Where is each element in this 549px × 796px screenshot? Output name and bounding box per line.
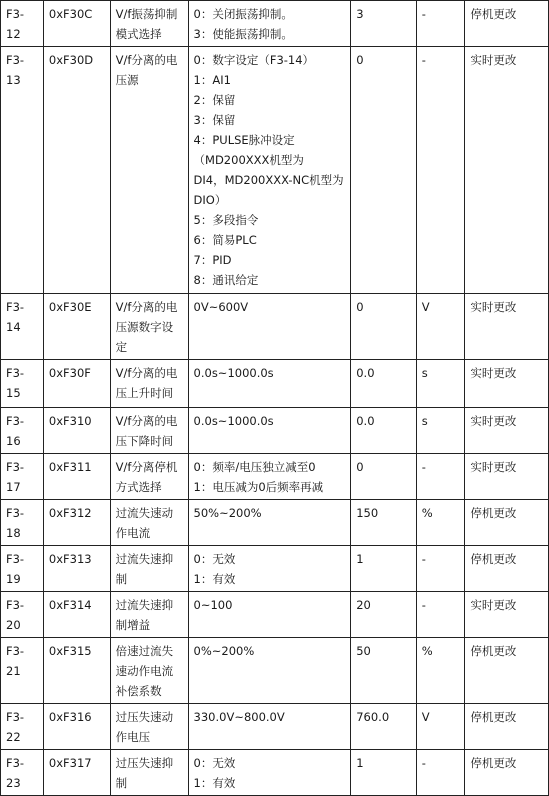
- range-line: 0~100: [193, 598, 233, 612]
- range-cell: [188, 500, 351, 546]
- address-cell: 0xF30E: [43, 294, 110, 360]
- unit-cell: s: [416, 360, 465, 408]
- name-line: 倍速过流失: [115, 644, 174, 658]
- table-row: [1, 750, 549, 796]
- name-cell: [110, 294, 188, 360]
- range-line: 1：有效: [193, 572, 236, 586]
- name-line: 压下降时间: [115, 434, 174, 448]
- range-cell: [188, 360, 351, 408]
- range-line: 1：有效: [193, 776, 236, 790]
- unit-cell: V: [416, 704, 465, 750]
- range-line: 0V~600V: [193, 300, 249, 314]
- default-cell: 3: [351, 1, 417, 47]
- name-line: 过压失速抑: [115, 756, 174, 770]
- unit-cell: -: [416, 592, 465, 638]
- range-cell: [188, 1, 351, 47]
- name-line: 补偿系数: [115, 684, 162, 698]
- name-line: 压源数字设: [115, 320, 174, 334]
- range-line: 6：简易PLC: [193, 233, 257, 247]
- range-line: 0.0s~1000.0s: [193, 414, 274, 428]
- range-line: 0：无效: [193, 756, 236, 770]
- change-cell: 停机更改: [465, 750, 549, 796]
- range-cell: [188, 704, 351, 750]
- table-row: [1, 546, 549, 592]
- address-cell: 0xF314: [43, 592, 110, 638]
- change-cell: 实时更改: [465, 360, 549, 408]
- range-cell: [188, 47, 351, 294]
- change-cell: 实时更改: [465, 294, 549, 360]
- range-cell: [188, 592, 351, 638]
- name-cell: [110, 47, 188, 294]
- name-cell: [110, 592, 188, 638]
- unit-cell: V: [416, 294, 465, 360]
- name-cell: [110, 408, 188, 454]
- change-cell: 停机更改: [465, 1, 549, 47]
- range-line: （MD200XXX机型为: [193, 153, 304, 167]
- parameter-table-body: [1, 1, 549, 796]
- unit-cell: %: [416, 500, 465, 546]
- change-cell: 停机更改: [465, 638, 549, 704]
- address-cell: 0xF316: [43, 704, 110, 750]
- code-cell: F3-18: [1, 500, 44, 546]
- table-row: [1, 294, 549, 360]
- range-cell: [188, 454, 351, 500]
- default-cell: 0: [351, 47, 417, 294]
- default-cell: 0: [351, 454, 417, 500]
- name-line: V/f分离的电: [115, 53, 178, 67]
- range-line: 0：数字设定（F3-14）: [193, 53, 315, 67]
- table-row: [1, 638, 549, 704]
- change-cell: 实时更改: [465, 47, 549, 294]
- address-cell: 0xF30D: [43, 47, 110, 294]
- range-line: 1：电压减为0后频率再减: [193, 480, 324, 494]
- name-line: 制: [115, 572, 128, 586]
- range-line: 7：PID: [193, 253, 232, 267]
- name-line: 方式选择: [115, 480, 162, 494]
- range-cell: [188, 546, 351, 592]
- default-cell: 1: [351, 546, 417, 592]
- range-cell: [188, 638, 351, 704]
- range-line: 8：通讯给定: [193, 273, 259, 287]
- name-line: 速动作电流: [115, 664, 174, 678]
- name-line: 过压失速动: [115, 710, 174, 724]
- address-cell: 0xF317: [43, 750, 110, 796]
- range-line: DIO）: [193, 193, 227, 207]
- name-cell: [110, 500, 188, 546]
- range-line: 330.0V~800.0V: [193, 710, 285, 724]
- range-line: 0：无效: [193, 552, 236, 566]
- table-row: [1, 592, 549, 638]
- name-line: 作电压: [115, 730, 151, 744]
- name-line: 过流失速动: [115, 506, 174, 520]
- code-cell: F3-17: [1, 454, 44, 500]
- range-line: 3：保留: [193, 113, 236, 127]
- default-cell: 0.0: [351, 360, 417, 408]
- range-line: 3：使能振荡抑制。: [193, 27, 293, 41]
- name-line: 制: [115, 776, 128, 790]
- change-cell: 实时更改: [465, 592, 549, 638]
- name-cell: [110, 454, 188, 500]
- range-line: 4：PULSE脉冲设定: [193, 133, 295, 147]
- code-cell: F3-12: [1, 1, 44, 47]
- table-row: [1, 47, 549, 294]
- change-cell: 实时更改: [465, 408, 549, 454]
- name-line: V/f振荡抑制: [115, 7, 178, 21]
- range-line: 2：保留: [193, 93, 236, 107]
- name-line: V/f分离的电: [115, 300, 178, 314]
- default-cell: 0: [351, 294, 417, 360]
- address-cell: 0xF312: [43, 500, 110, 546]
- address-cell: 0xF311: [43, 454, 110, 500]
- default-cell: 20: [351, 592, 417, 638]
- name-line: 作电流: [115, 526, 151, 540]
- table-row: [1, 454, 549, 500]
- name-cell: [110, 360, 188, 408]
- default-cell: 1: [351, 750, 417, 796]
- default-cell: 0.0: [351, 408, 417, 454]
- table-row: [1, 1, 549, 47]
- name-cell: [110, 1, 188, 47]
- address-cell: 0xF30F: [43, 360, 110, 408]
- address-cell: 0xF315: [43, 638, 110, 704]
- unit-cell: -: [416, 1, 465, 47]
- range-cell: [188, 750, 351, 796]
- code-cell: F3-19: [1, 546, 44, 592]
- name-line: 模式选择: [115, 27, 162, 41]
- code-cell: F3-16: [1, 408, 44, 454]
- name-line: 定: [115, 340, 128, 354]
- code-cell: F3-15: [1, 360, 44, 408]
- name-line: V/f分离的电: [115, 414, 178, 428]
- default-cell: 50: [351, 638, 417, 704]
- code-cell: F3-14: [1, 294, 44, 360]
- range-line: DI4，MD200XXX-NC机型为: [193, 173, 344, 187]
- name-line: 制增益: [115, 618, 151, 632]
- default-cell: 150: [351, 500, 417, 546]
- unit-cell: s: [416, 408, 465, 454]
- name-line: 过流失速抑: [115, 552, 174, 566]
- unit-cell: -: [416, 47, 465, 294]
- code-cell: F3-22: [1, 704, 44, 750]
- range-cell: [188, 408, 351, 454]
- unit-cell: -: [416, 546, 465, 592]
- name-cell: [110, 704, 188, 750]
- change-cell: 停机更改: [465, 704, 549, 750]
- range-line: 0：关闭振荡抑制。: [193, 7, 293, 21]
- name-line: V/f分离停机: [115, 460, 178, 474]
- range-line: 5：多段指令: [193, 213, 259, 227]
- range-cell: [188, 294, 351, 360]
- range-line: 1：AI1: [193, 73, 231, 87]
- name-line: V/f分离的电: [115, 366, 178, 380]
- range-line: 50%~200%: [193, 506, 262, 520]
- address-cell: 0xF30C: [43, 1, 110, 47]
- default-cell: 760.0: [351, 704, 417, 750]
- table-row: [1, 704, 549, 750]
- name-cell: [110, 638, 188, 704]
- address-cell: 0xF313: [43, 546, 110, 592]
- address-cell: 0xF310: [43, 408, 110, 454]
- range-line: 0：频率/电压独立减至0: [193, 460, 316, 474]
- name-line: 压源: [115, 73, 139, 87]
- name-cell: [110, 750, 188, 796]
- name-cell: [110, 546, 188, 592]
- range-line: 0.0s~1000.0s: [193, 366, 274, 380]
- name-line: 过流失速抑: [115, 598, 174, 612]
- code-cell: F3-21: [1, 638, 44, 704]
- table-row: [1, 408, 549, 454]
- change-cell: 停机更改: [465, 500, 549, 546]
- change-cell: 停机更改: [465, 546, 549, 592]
- table-row: [1, 500, 549, 546]
- code-cell: F3-13: [1, 47, 44, 294]
- change-cell: 实时更改: [465, 454, 549, 500]
- range-line: 0%~200%: [193, 644, 255, 658]
- table-row: [1, 360, 549, 408]
- unit-cell: -: [416, 750, 465, 796]
- unit-cell: %: [416, 638, 465, 704]
- code-cell: F3-20: [1, 592, 44, 638]
- code-cell: F3-23: [1, 750, 44, 796]
- name-line: 压上升时间: [115, 386, 174, 400]
- unit-cell: -: [416, 454, 465, 500]
